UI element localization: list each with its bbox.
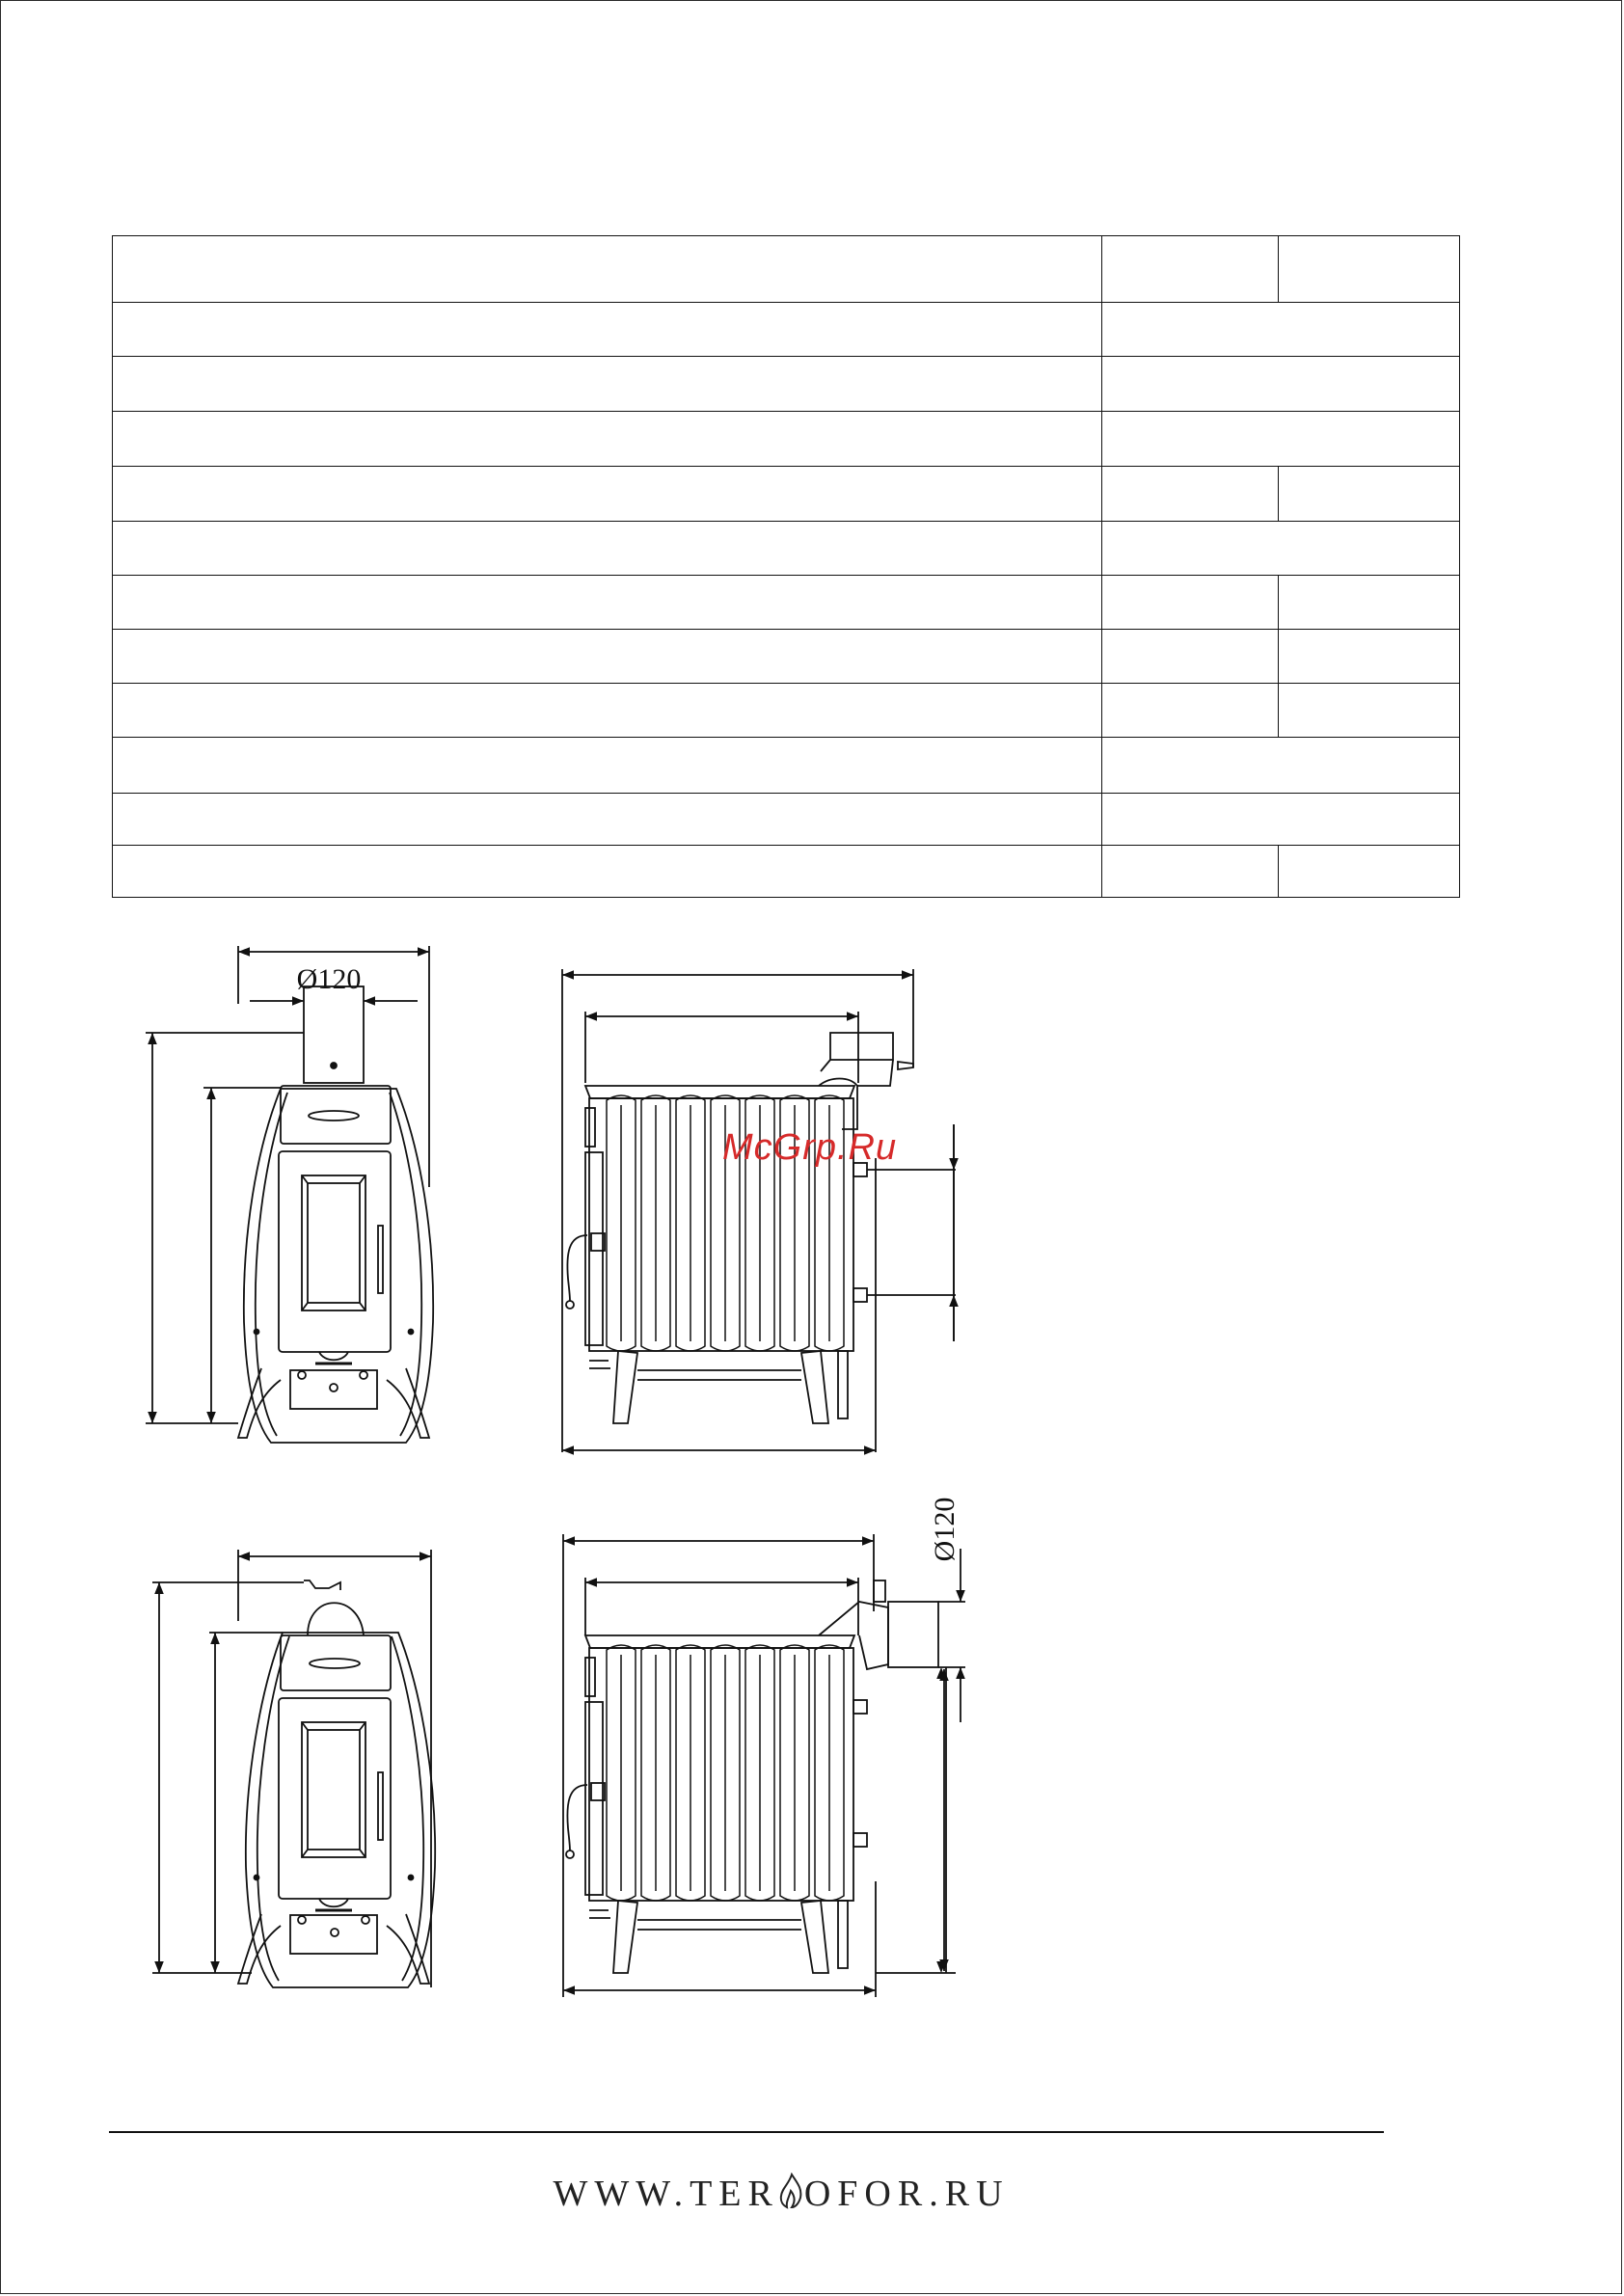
table-cell xyxy=(1279,467,1460,522)
table-cell xyxy=(1102,357,1460,412)
table-row xyxy=(113,236,1460,303)
table-row xyxy=(113,794,1460,846)
footer-website[interactable] xyxy=(1,2173,1561,2215)
table-cell xyxy=(113,576,1102,630)
table-cell xyxy=(113,236,1102,303)
technical-drawings xyxy=(1,917,1624,2007)
table-cell xyxy=(1279,630,1460,684)
table-row xyxy=(113,738,1460,794)
specifications-table xyxy=(112,235,1460,898)
table-cell xyxy=(1102,576,1279,630)
dimension-label-flue-diameter: Ø120 xyxy=(296,963,362,995)
table-cell xyxy=(1102,236,1279,303)
table-cell xyxy=(1279,236,1460,303)
table-row xyxy=(113,576,1460,630)
table-cell xyxy=(1279,576,1460,630)
table-cell xyxy=(1279,684,1460,738)
table-cell xyxy=(113,794,1102,846)
table-cell xyxy=(1102,522,1460,576)
table-cell xyxy=(1102,846,1279,898)
table-cell xyxy=(1102,303,1460,357)
table-cell xyxy=(1102,684,1279,738)
table-row xyxy=(113,522,1460,576)
table-cell xyxy=(1102,467,1279,522)
table-row xyxy=(113,684,1460,738)
flame-icon xyxy=(777,2173,806,2209)
side-view-rear-flue xyxy=(563,1498,965,1997)
table-cell xyxy=(113,684,1102,738)
table-cell xyxy=(113,738,1102,794)
table-cell xyxy=(113,522,1102,576)
table-cell xyxy=(113,303,1102,357)
footer-url-prefix: WWW.TER xyxy=(553,2174,779,2214)
table-cell xyxy=(1102,794,1460,846)
table-row xyxy=(113,357,1460,412)
table-cell xyxy=(113,467,1102,522)
table-cell xyxy=(1279,846,1460,898)
footer-divider xyxy=(109,2131,1384,2133)
table-cell xyxy=(113,412,1102,467)
footer-url-suffix: OFOR.RU xyxy=(803,2174,1010,2214)
table-row xyxy=(113,412,1460,467)
table-cell xyxy=(113,630,1102,684)
dimension-label-flue-diameter: Ø120 xyxy=(929,1497,961,1562)
table-row xyxy=(113,303,1460,357)
watermark: McGrp.Ru xyxy=(722,1127,898,1168)
table-row xyxy=(113,846,1460,898)
front-view-rear-flue xyxy=(152,1550,435,1987)
table-cell xyxy=(113,357,1102,412)
side-view-top-flue xyxy=(562,969,956,1452)
table-cell xyxy=(1102,630,1279,684)
table-row xyxy=(113,630,1460,684)
table-cell xyxy=(1102,738,1460,794)
table-row xyxy=(113,467,1460,522)
front-view-top-flue xyxy=(146,946,433,1443)
table-cell xyxy=(1102,412,1460,467)
table-cell xyxy=(113,846,1102,898)
